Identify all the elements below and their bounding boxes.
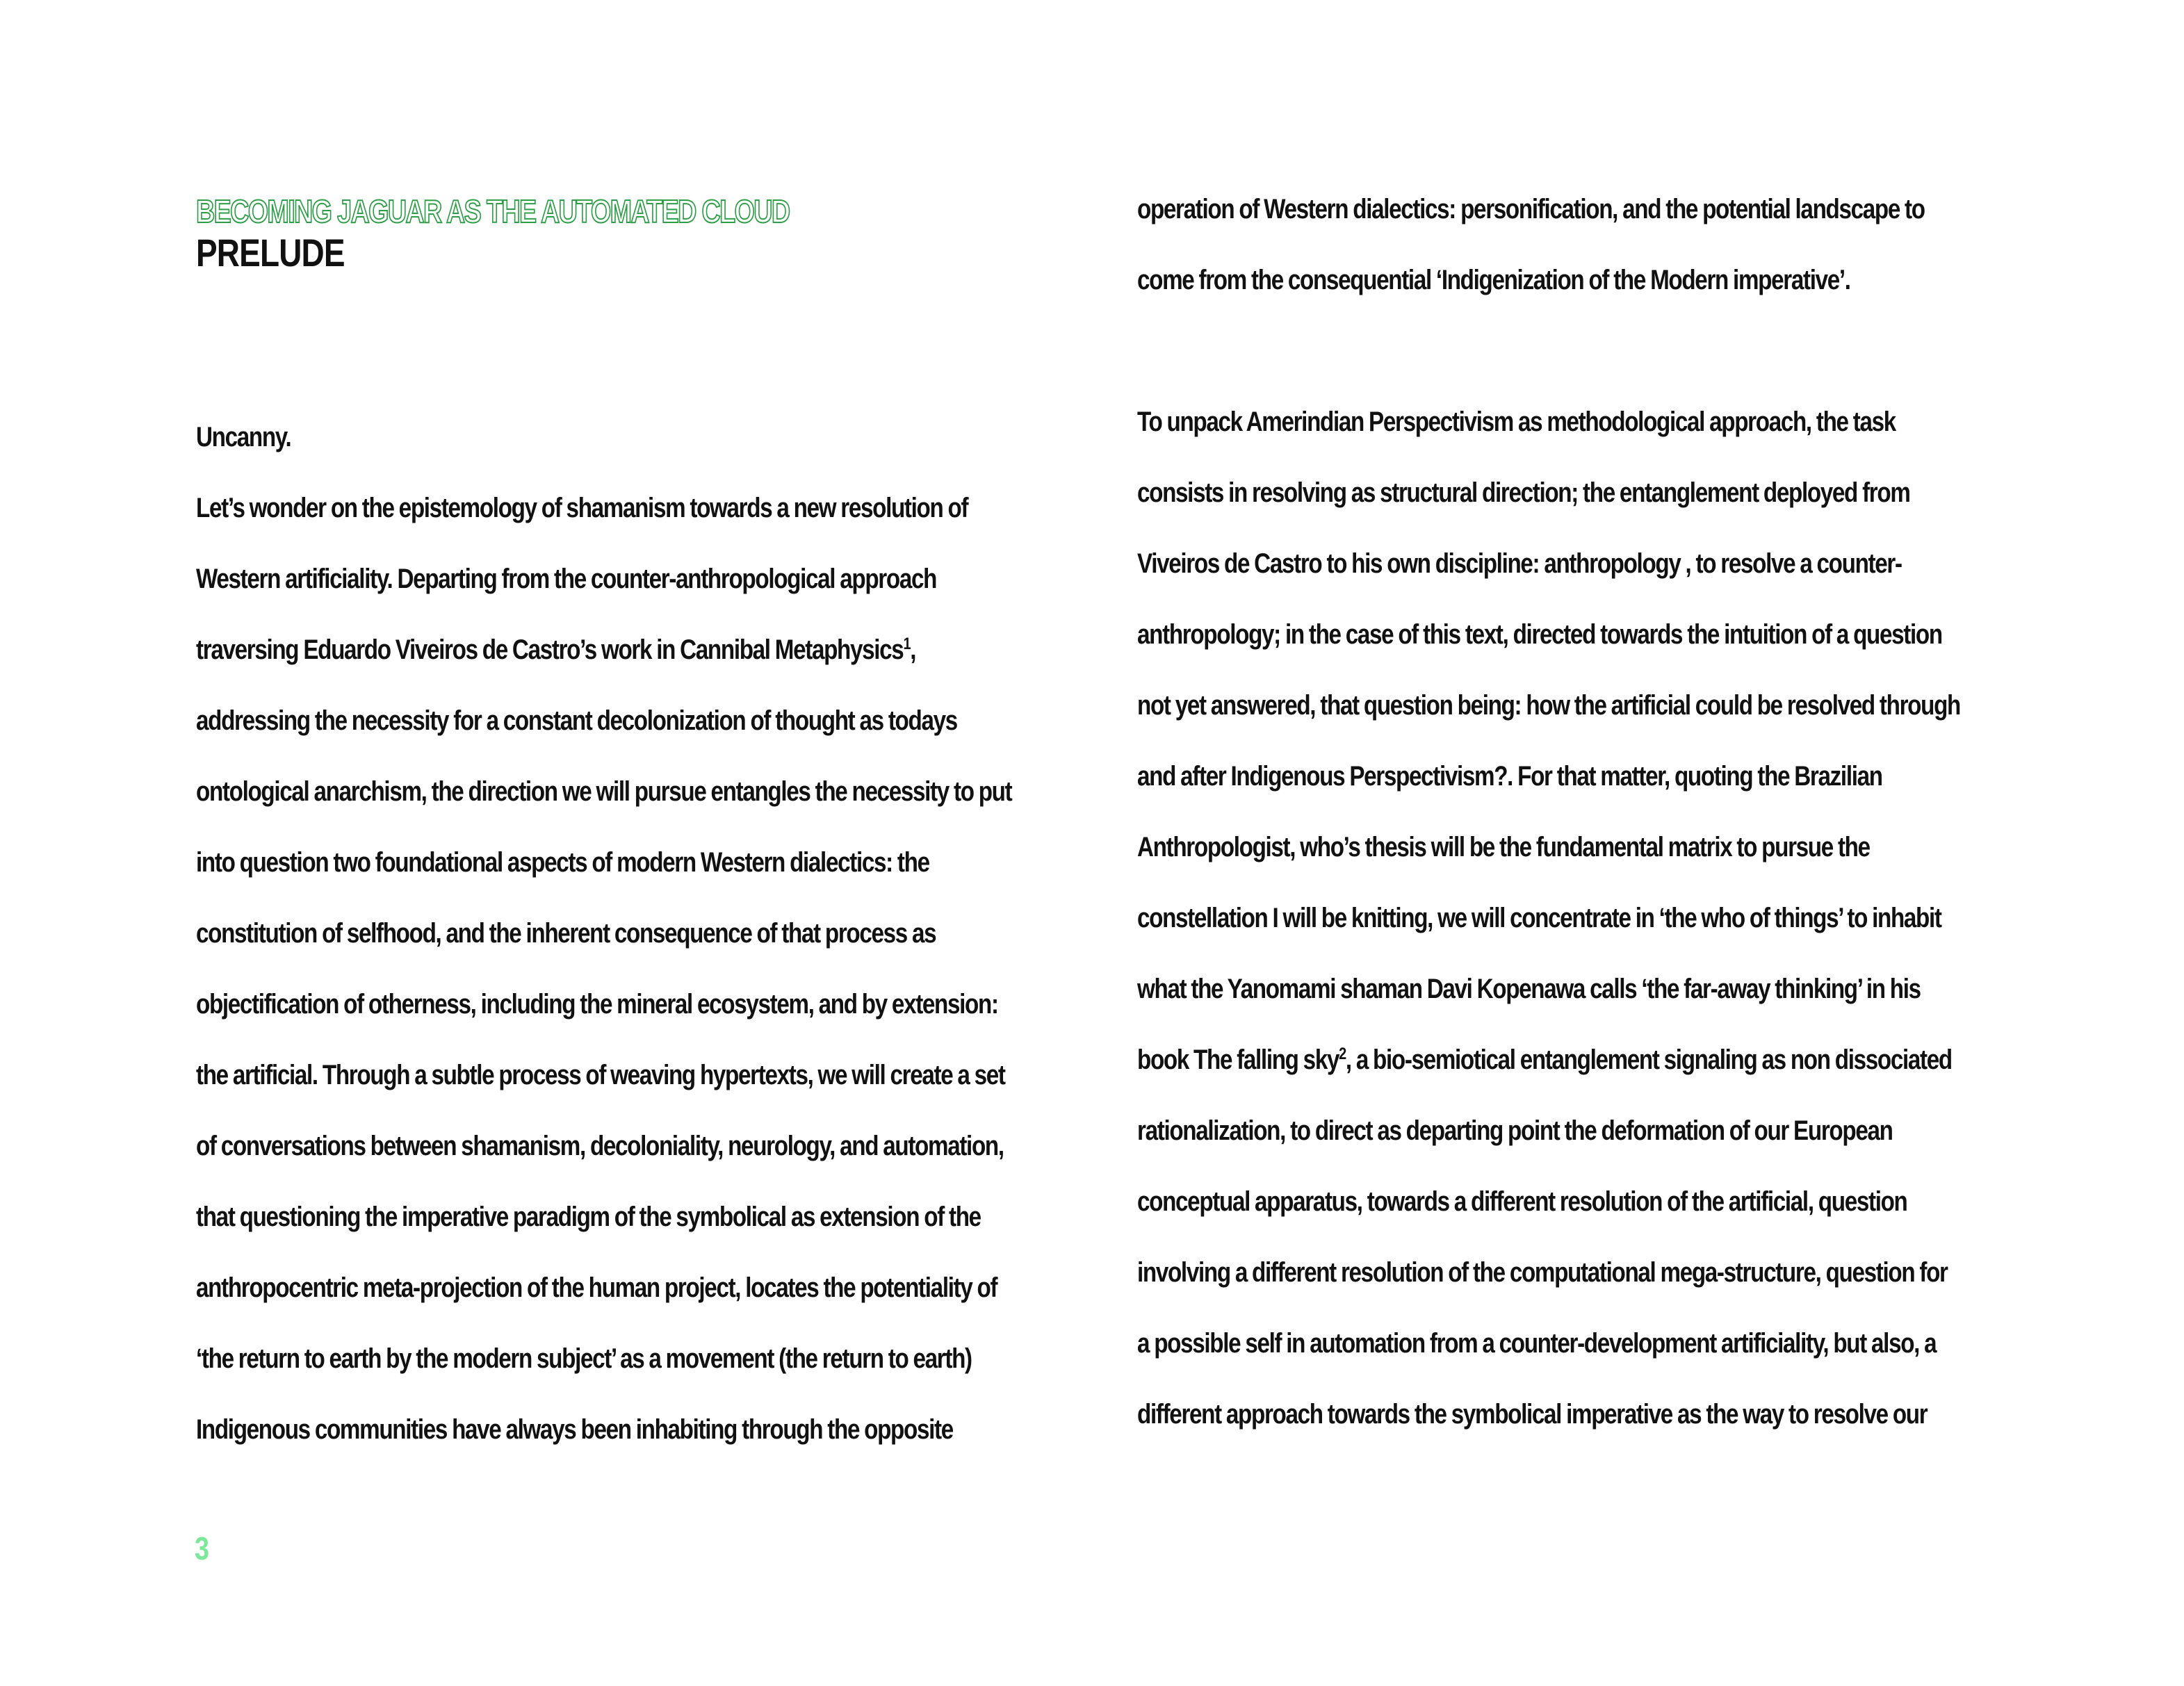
left-column-text bbox=[196, 402, 1179, 1465]
text-line: a possible self in automation from a counter-development artificiality, but also, a bbox=[1137, 1328, 1937, 1359]
text-line: and after Indigenous Perspectivism?. For that matter, quoting the Brazilian bbox=[1137, 761, 1882, 792]
page-number: 3 bbox=[195, 1530, 209, 1566]
page-header bbox=[196, 192, 1030, 275]
text-line: what the Yanomami shaman Davi Kopenawa calls ‘the far-away thinking’ in his bbox=[1137, 974, 1921, 1004]
text-line: To unpack Amerindian Perspectivism as methodological approach, the task bbox=[1137, 407, 1896, 437]
text-line: ‘the return to earth by the modern subject’ as a movement (the return to earth) bbox=[196, 1343, 972, 1374]
text-line: involving a different resolution of the computational mega-structure, question for bbox=[1137, 1257, 1948, 1288]
text-line: the artificial. Through a subtle process of weaving hypertexts, we will create a set bbox=[196, 1060, 1005, 1090]
text-line: anthropology; in the case of this text, directed towards the intuition of a question bbox=[1137, 619, 1942, 650]
text-line: different approach towards the symbolical imperative as the way to resolve our bbox=[1137, 1399, 1928, 1430]
text-line: addressing the necessity for a constant decolonization of thought as todays bbox=[196, 705, 957, 736]
text-line: rationalization, to direct as departing point the deformation of our European bbox=[1137, 1115, 1893, 1146]
right-column-continuation bbox=[1137, 174, 2086, 316]
text-line: Let’s wonder on the epistemology of shamanism towards a new resolution of bbox=[196, 493, 968, 523]
text-line-with-footnote bbox=[196, 614, 1011, 685]
text-line: constitution of selfhood, and the inherent consequence of that process as bbox=[196, 918, 936, 949]
text-line: Uncanny. bbox=[196, 422, 291, 452]
text-line: Anthropologist, who’s thesis will be the fundamental matrix to pursue the bbox=[1137, 832, 1870, 862]
text-line: ontological anarchism, the direction we will pursue entangles the necessity to put bbox=[196, 776, 1012, 807]
footnote-marker-1: 1 bbox=[903, 635, 911, 653]
text-line-content: traversing Eduardo Viveiros de Castro’s work in Cannibal Metaphysics bbox=[196, 635, 904, 665]
chapter-title: PRELUDE bbox=[196, 231, 345, 275]
text-line: anthropocentric meta-projection of the human project, locates the potentiality of bbox=[196, 1272, 997, 1303]
text-line: not yet answered, that question being: how the artificial could be resolved through bbox=[1137, 690, 1960, 721]
text-line: Western artificiality. Departing from the counter-anthropological approach bbox=[196, 564, 937, 594]
footnote-trailing-text: , a bio-semiotical entanglement signaling as non dissociated bbox=[1345, 1045, 1952, 1075]
text-line: into question two foundational aspects of modern Western dialectics: the bbox=[196, 847, 929, 878]
right-column-text bbox=[1137, 386, 2128, 1450]
series-title: BECOMING JAGUAR AS THE AUTOMATED CLOUD bbox=[196, 193, 790, 229]
text-line-content: book The falling sky bbox=[1137, 1045, 1339, 1075]
text-line-with-footnote bbox=[1137, 1024, 1960, 1095]
text-line: operation of Western dialectics: personification, and the potential landscape to bbox=[1137, 194, 1925, 224]
text-line: objectification of otherness, including the mineral ecosystem, and by extension: bbox=[196, 989, 998, 1020]
text-line: Viveiros de Castro to his own discipline: anthropology , to resolve a counter- bbox=[1137, 548, 1902, 579]
text-line: consists in resolving as structural direction; the entanglement deployed from bbox=[1137, 477, 1910, 508]
text-line: conceptual apparatus, towards a different resolution of the artificial, question bbox=[1137, 1186, 1907, 1217]
text-line: Indigenous communities have always been inhabiting through the opposite bbox=[196, 1414, 953, 1445]
text-line: come from the consequential ‘Indigenization of the Modern imperative’. bbox=[1137, 265, 1850, 295]
footnote-trailing-text: , bbox=[910, 635, 916, 665]
text-line: that questioning the imperative paradigm of the symbolical as extension of the bbox=[196, 1202, 981, 1232]
text-line: constellation I will be knitting, we will concentrate in ‘the who of things’ to inhabit bbox=[1137, 903, 1941, 933]
text-line: of conversations between shamanism, decoloniality, neurology, and automation, bbox=[196, 1131, 1004, 1161]
footnote-marker-2: 2 bbox=[1339, 1045, 1346, 1063]
